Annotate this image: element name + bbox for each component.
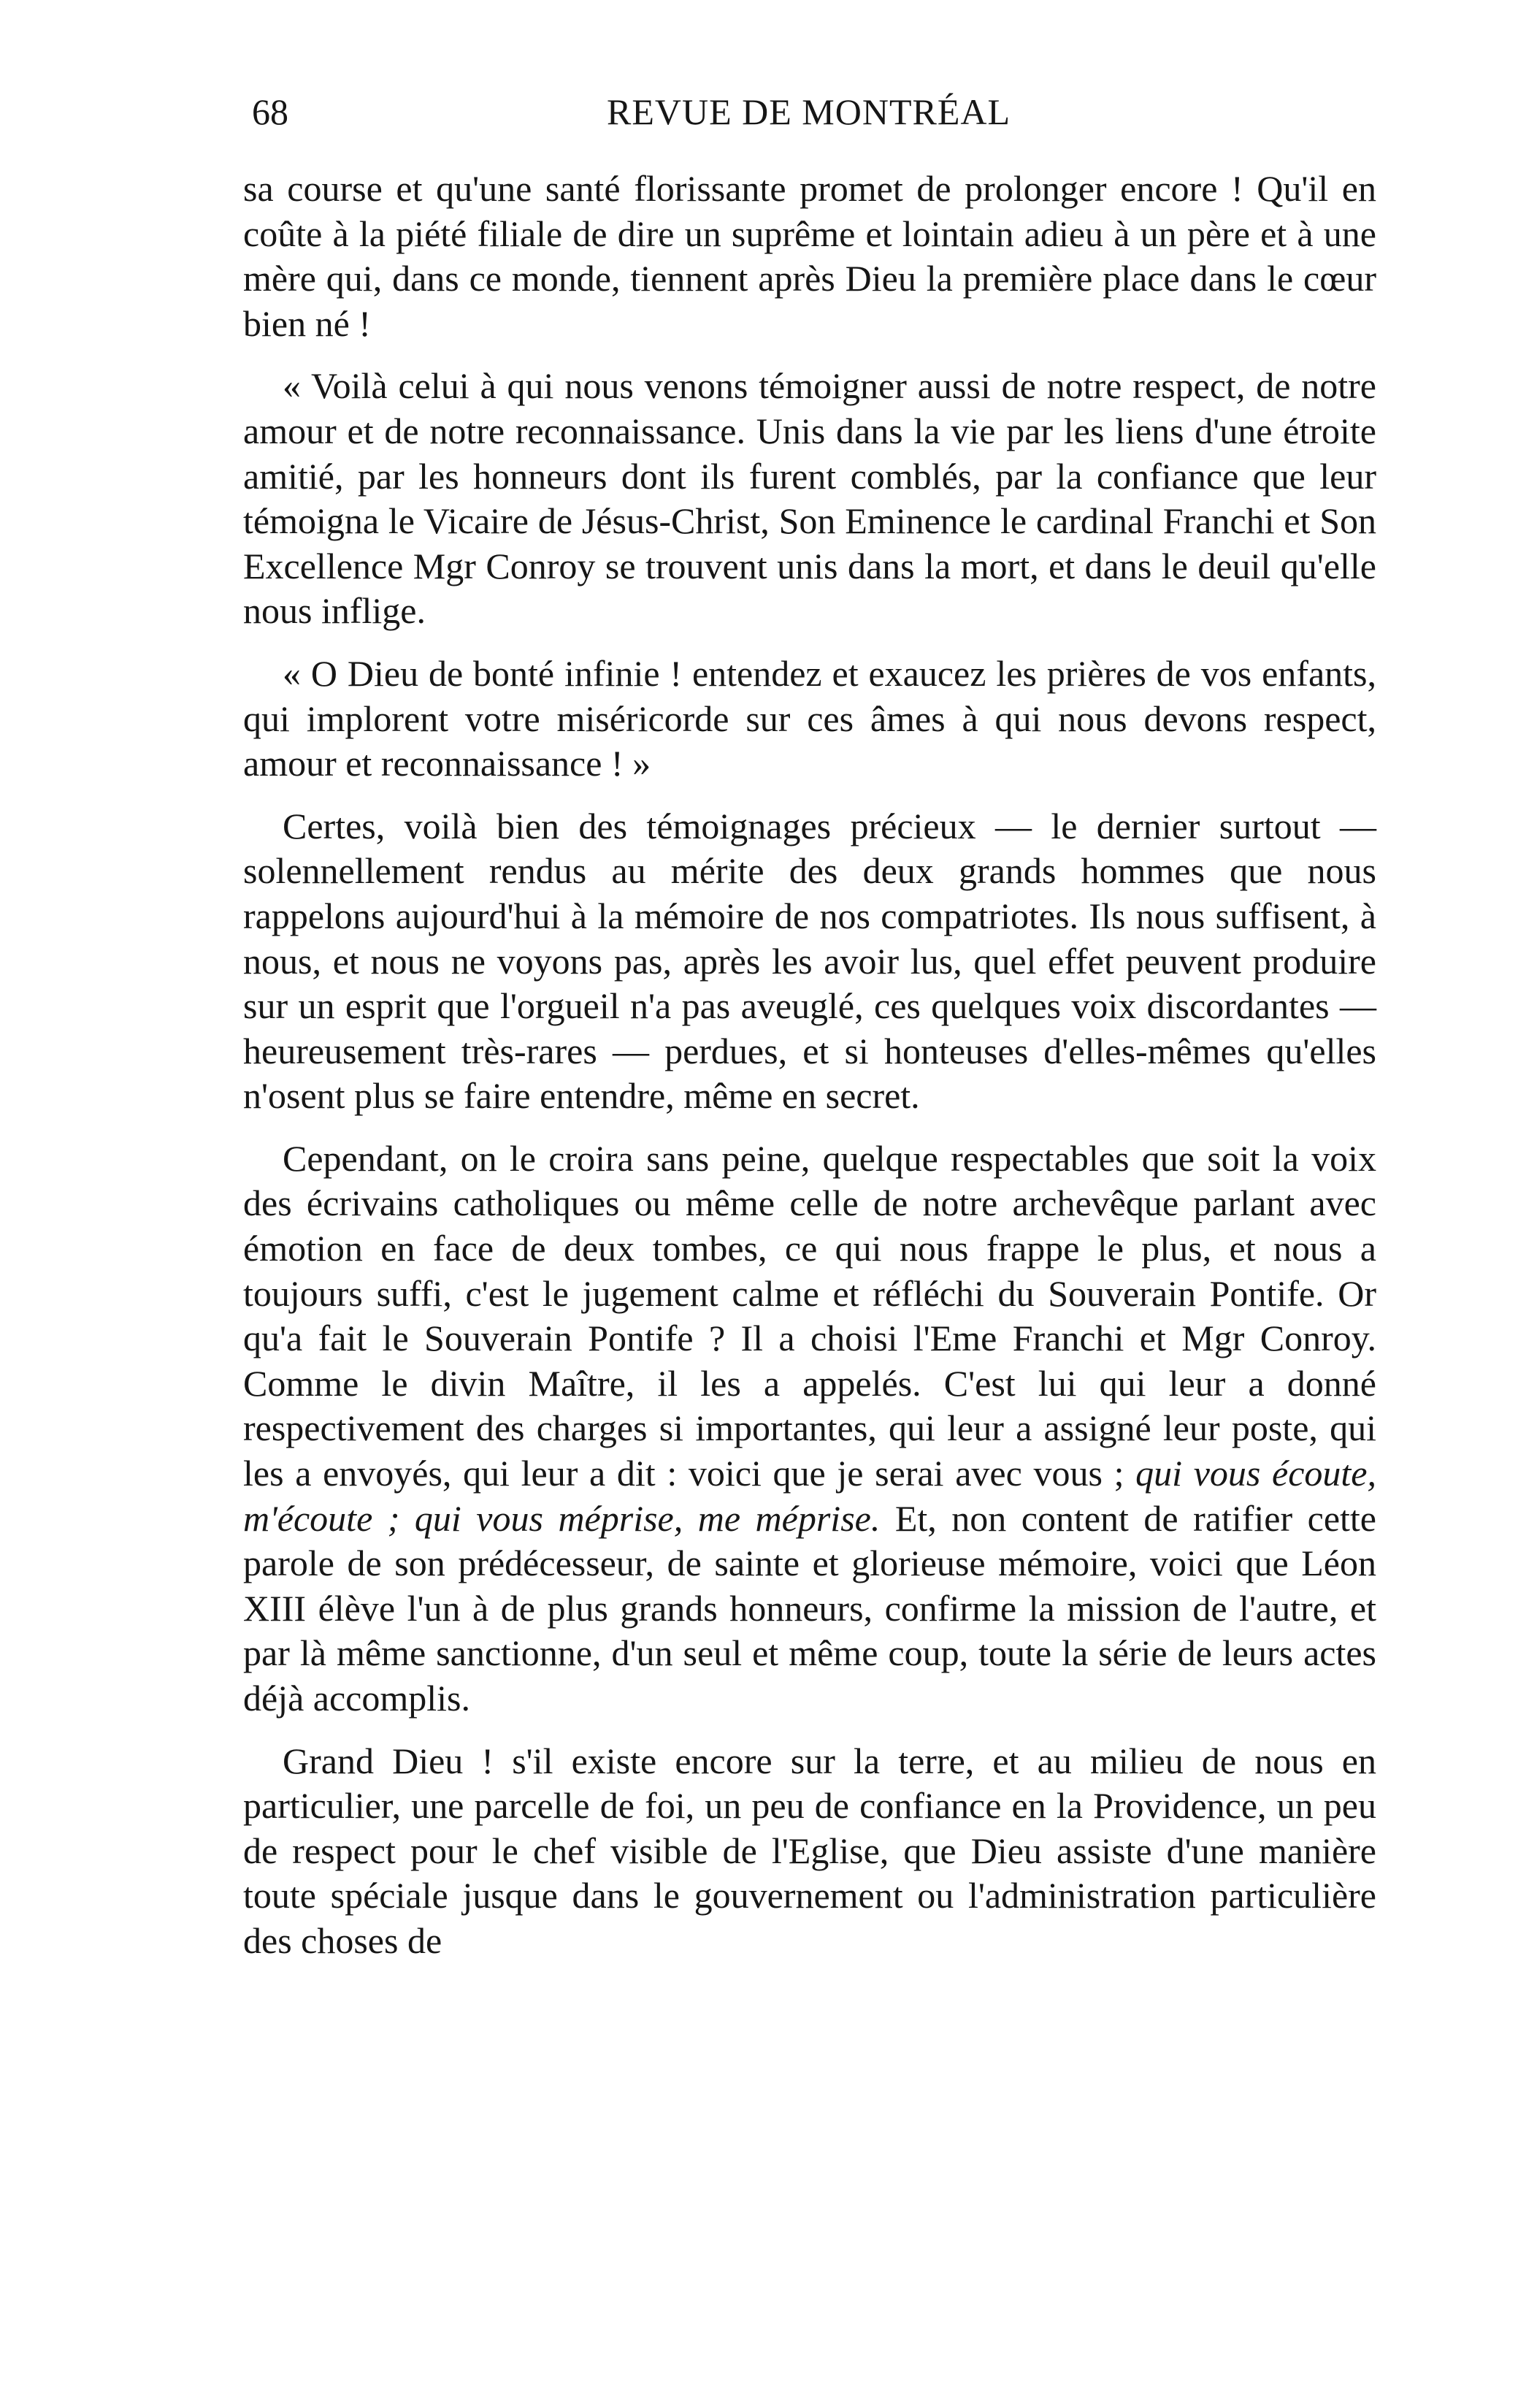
paragraph-text: Cependant, on le croira sans peine, quelque respectables que soit la voix des écrivains catholiques ou même celle de notre archevêque parlant avec émotion en face de deux tombes, ce qui nous frappe le plus, et nous a toujours suffi, c'est le jugement calme et réfléchi du Souverain Pontife. Or qu'a fait le Souverain Pontife ? Il a choisi l'Eme Franchi et Mgr Conroy. Comme le divin Maître, il les a appelés. C'est lui qui leur a donné respectivement des charges si importantes, qui leur a assigné leur poste, qui les a envoyés, qui leur a dit : voici que je serai avec vous ; xyxy=(243,1137,1376,1494)
paragraph-text: Grand Dieu ! s'il existe encore sur la terre, et au milieu de nous en particulier, une parcelle de foi, un peu de confiance en la Providence, un peu de respect pour le chef visible de l'Eglise, que Dieu assiste d'une manière toute spéciale jusque dans le gouvernement ou l'administration particulière des choses de xyxy=(243,1740,1376,1961)
body-text xyxy=(243,167,1376,1964)
paragraph-grand-dieu xyxy=(243,1739,1376,1964)
italic-quotation: qui vous écoute, m'écoute ; qui vous méprise, me méprise. xyxy=(243,1453,1377,1539)
page-number: 68 xyxy=(252,91,288,132)
paragraph-text: « Voilà celui à qui nous venons témoigner aussi de notre respect, de notre amour et de notre reconnaissance. Unis dans la vie par les liens d'une étroite amitié, par les honneurs dont ils furent comblés, par la confiance que leur témoigna le Vicaire de Jésus-Christ, Son Eminence le cardinal Franchi et Son Excellence Mgr Conroy se trouvent unis dans la mort, et dans le deuil qu'elle nous inflige. xyxy=(243,365,1376,632)
paragraph-certes xyxy=(243,804,1376,1119)
paragraph-text: sa course et qu'une santé florissante promet de prolonger encore ! Qu'il en coûte à la piété filiale de dire un suprême et lointain adieu à un père et à une mère qui, dans ce monde, tiennent après Dieu la première place dans le cœur bien né ! xyxy=(243,168,1376,344)
paragraph-text: Certes, voilà bien des témoignages précieux — le dernier surtout — solennellement rendus au mérite des deux grands hommes que nous rappelons aujourd'hui à la mémoire de nos compatriotes. Ils nous suffisent, à nous, et nous ne voyons pas, après les avoir lus, quel effet peuvent produire sur un esprit que l'orgueil n'a pas aveuglé, ces quelques voix discordantes — heureusement très-rares — perdues, et si honteuses d'elles-mêmes qu'elles n'osent plus se faire entendre, même en secret. xyxy=(243,805,1376,1117)
paragraph-continuation xyxy=(243,167,1376,346)
running-head: REVUE DE MONTRÉAL xyxy=(606,91,1011,132)
paragraph-cependant xyxy=(243,1136,1376,1721)
paragraph-quote-prayer xyxy=(243,651,1376,787)
page-header xyxy=(252,86,1365,137)
paragraph-text: « O Dieu de bonté infinie ! entendez et exaucez les prières de vos enfants, qui implorent votre miséricorde sur ces âmes à qui nous devons respect, amour et reconnaissance ! » xyxy=(243,652,1376,784)
paragraph-text: Et, non content de ratifier cette parole de son prédécesseur, de sainte et glorieuse mémoire, voici que Léon XIII élève l'un à de plus grands honneurs, confirme la mission de l'autre, et par là même sanctionne, d'un seul et même coup, toute la série de leurs actes déjà accomplis. xyxy=(243,1497,1376,1719)
paragraph-quote-voila xyxy=(243,364,1376,634)
